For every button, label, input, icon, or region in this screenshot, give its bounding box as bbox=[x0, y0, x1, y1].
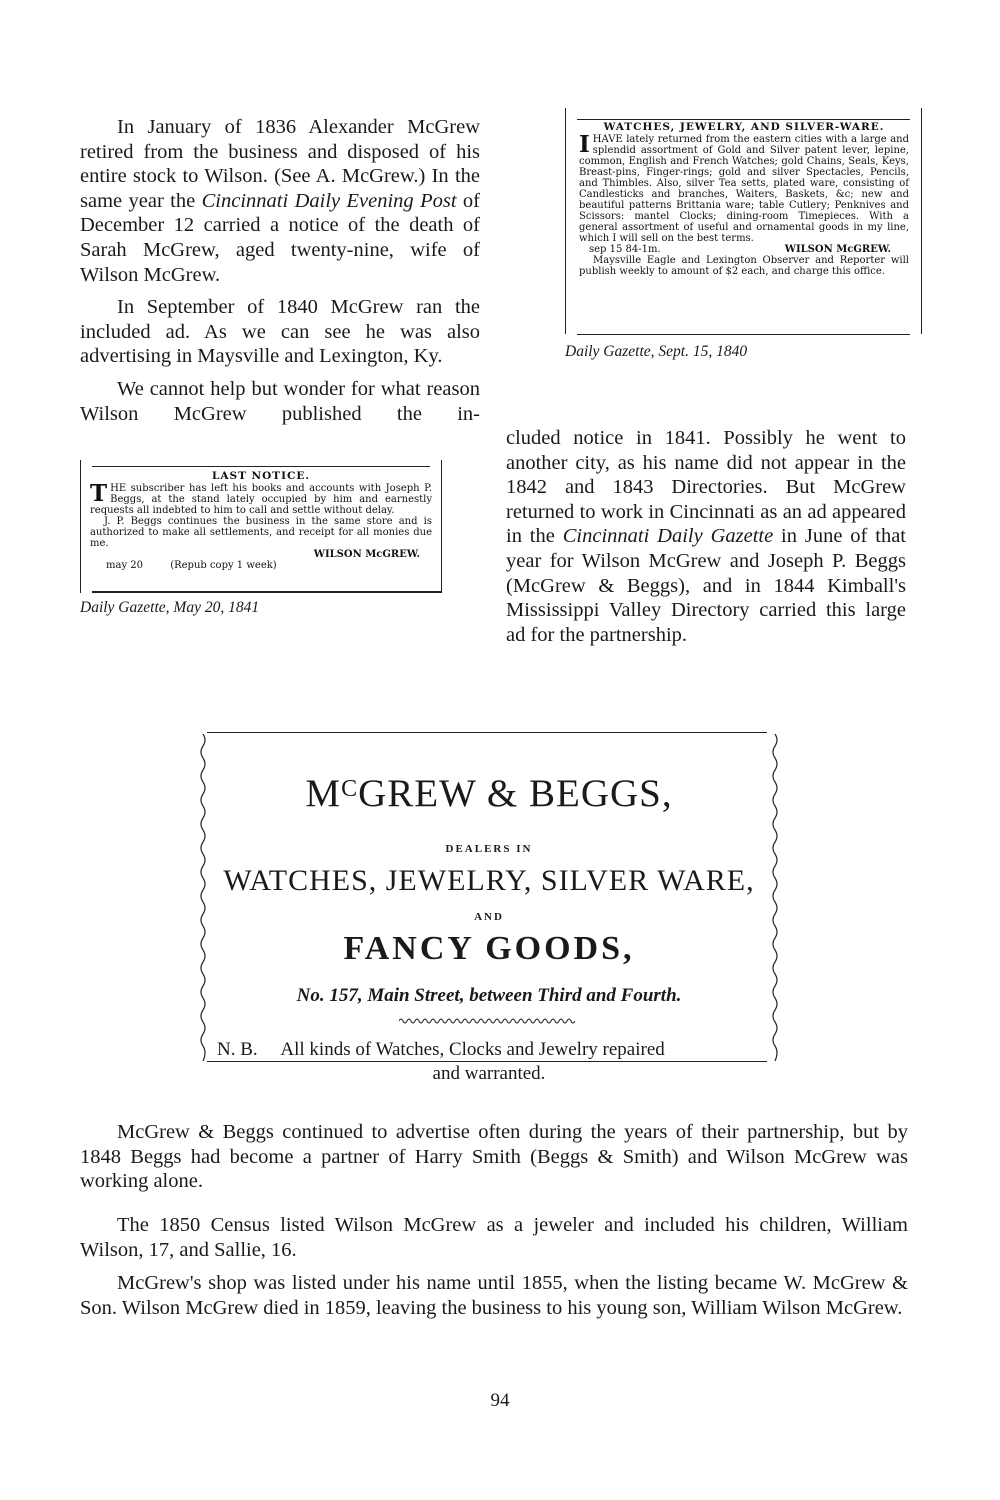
ad-rule-top bbox=[207, 732, 767, 733]
text-run: In January of 1836 Alexander McGrew retired from the business and disposed of his entire stock to Wilson. (See A. McGrew.) In the same year the bbox=[80, 116, 480, 212]
firm-rest: GREW & BEGGS, bbox=[358, 772, 673, 815]
clipping-date: may 20 bbox=[106, 560, 143, 571]
ad-nb-label: N. B. bbox=[217, 1039, 258, 1060]
clipping-border bbox=[565, 108, 566, 334]
clipping-border bbox=[441, 460, 442, 593]
ad-dealers-in: DEALERS IN bbox=[445, 843, 533, 855]
drop-cap: I bbox=[579, 131, 590, 158]
ad-firm-name bbox=[199, 766, 779, 817]
left-paragraph-2: In September of 1840 McGrew ran the included ad. As we can see he was also advertising in Maysville and Lexington, Ky. bbox=[80, 296, 480, 368]
ad-goods-list: WATCHES, JEWELRY, SILVER WARE, bbox=[223, 864, 755, 897]
ad-fancy-goods: FANCY GOODS, bbox=[343, 930, 635, 967]
page-number: 94 bbox=[490, 1390, 510, 1411]
clipping-date-row bbox=[90, 560, 432, 571]
ad-nb-line-2: and warranted. bbox=[432, 1063, 546, 1084]
text-run: in June of that year for Wilson McGrew and Joseph P. Beggs (McGrew & Beggs), and in 1844 Kimball's Mississippi Valley Directory carried this large ad for the partnership. bbox=[506, 525, 906, 646]
caption-notice: Daily Gazette, May 20, 1841 bbox=[80, 599, 260, 616]
ad-rule-bottom bbox=[207, 1061, 767, 1062]
clipping-text bbox=[90, 471, 432, 571]
right-paragraph bbox=[506, 426, 906, 647]
ad-and: AND bbox=[474, 911, 504, 923]
clipping-repub: (Repub copy 1 week) bbox=[170, 560, 277, 571]
firm-initial: M bbox=[305, 772, 342, 815]
caption-watches: Daily Gazette, Sept. 15, 1840 bbox=[565, 343, 748, 360]
firm-superscript: C bbox=[341, 776, 359, 802]
clipping-body-text: HE subscriber has left his books and accounts with Joseph P. Beggs, at the stand lately occupied by him and earnestly requests all indebted to him to call and settle without delay. bbox=[90, 483, 432, 516]
left-paragraph-1 bbox=[80, 115, 480, 287]
clipping-body-text: HAVE lately returned from the eastern cities with a large and splendid assortment of Gold and Silver patent lever, lepine, common, English and French Watches; gold Chains, Seals, Keys, Breast-pins, Finger-rings; gold and silver Spectacles, Pencils, and Thimbles. Also, silver Tea setts, plated ware, consisting of Candlesticks and branches, Waiters, Baskets, &c; new and beautiful patterns Brittania ware; table Cutlery; Penknives and Scissors: mantel Clocks; dining-room Timepieces. With a general assortment of useful and ornamental goods in my line, which I will sell on the best terms. bbox=[579, 134, 909, 244]
clipping-last-notice bbox=[80, 460, 442, 593]
ad-nb-line bbox=[217, 1038, 665, 1062]
ad-address: No. 157, Main Street, between Third and Fourth. bbox=[296, 985, 682, 1006]
clipping-signature: WILSON McGREW. bbox=[784, 244, 891, 255]
clipping-rule-top bbox=[92, 466, 430, 467]
clipping-border bbox=[80, 460, 81, 593]
bottom-paragraph-2: The 1850 Census listed Wilson McGrew as a jeweler and included his children, William Wilson, 17, and Sallie, 16. bbox=[80, 1214, 908, 1261]
newspaper-title: Cincinnati Daily Gazette bbox=[562, 525, 774, 548]
clipping-heading: LAST NOTICE. bbox=[211, 470, 311, 482]
clipping-body bbox=[90, 480, 432, 516]
clipping-body-2: J. P. Beggs continues the business in the same store and is authorized to make all settlements, and receipt for all monies due me. bbox=[90, 516, 432, 549]
advertisement-mcgrew-beggs bbox=[199, 720, 779, 1084]
clipping-watches-jewelry bbox=[565, 108, 922, 334]
clipping-signature: WILSON McGREW. bbox=[313, 549, 420, 560]
drop-cap: T bbox=[90, 480, 108, 507]
text-run: cluded notice in 1841. Possibly he went to another city, as his name did not appear in the 1842 and 1843 Directories. But McGrew returned to work in Cincinnati as an ad appeared in the bbox=[506, 427, 906, 548]
clipping-rule-bottom bbox=[92, 591, 442, 593]
clipping-border bbox=[921, 108, 922, 334]
clipping-text bbox=[579, 122, 909, 277]
clipping-date: sep 15 84-1m. bbox=[589, 244, 661, 255]
clipping-body bbox=[579, 131, 909, 244]
clipping-rule-bottom bbox=[577, 334, 910, 335]
clipping-signature-row bbox=[579, 244, 909, 255]
text-run: of December 12 carried a notice of the death of Sarah McGrew, aged twenty-nine, wife of Wilson McGrew. bbox=[80, 189, 480, 286]
clipping-note: Maysville Eagle and Lexington Observer and Reporter will publish weekly to amount of $2 each, and charge this office. bbox=[579, 255, 909, 277]
clipping-rule-top bbox=[577, 119, 910, 120]
bottom-paragraph-1: McGrew & Beggs continued to advertise often during the years of their partnership, but by 1848 Beggs had become a partner of Harry Smith (Beggs & Smith) and Wilson McGrew was working alone. bbox=[80, 1121, 908, 1193]
newspaper-title: Cincinnati Daily Evening Post bbox=[201, 189, 457, 212]
left-paragraph-3: We cannot help but wonder for what reason Wilson McGrew published the in- bbox=[80, 378, 480, 425]
ad-ornamental-rule bbox=[399, 1017, 575, 1025]
clipping-heading: WATCHES, JEWELRY, AND SILVER-WARE. bbox=[603, 121, 885, 133]
bottom-paragraph-3: McGrew's shop was listed under his name until 1855, when the listing became W. McGrew & Son. Wilson McGrew died in 1859, leaving the business to his young son, William Wilson McGrew. bbox=[80, 1272, 908, 1319]
ad-nb-text: All kinds of Watches, Clocks and Jewelry repaired bbox=[280, 1039, 665, 1060]
